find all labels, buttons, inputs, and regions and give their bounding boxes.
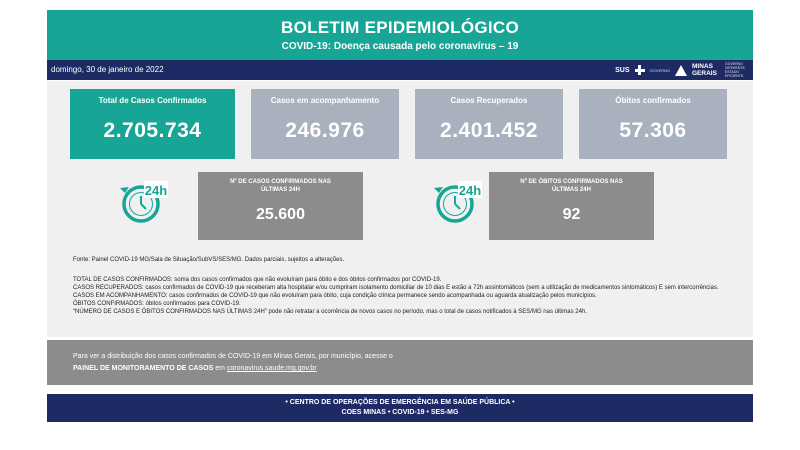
panel-link-label[interactable]: PAINEL DE MONITORAMENTO DE CASOS xyxy=(73,365,214,372)
bulletin-title: BOLETIM EPIDEMIOLÓGICO xyxy=(281,18,519,37)
banner-em: em xyxy=(213,365,227,372)
definition-total: TOTAL DE CASOS CONFIRMADOS: soma dos casos confirmados que não evoluíram para óbito e dos óbitos confirmados por COVID-19. xyxy=(73,277,442,283)
footer-line2: COES MINAS • COVID-19 • SES-MG xyxy=(341,409,459,416)
card-recovered xyxy=(415,89,563,159)
bulletin-subtitle: COVID-19: Doença causada pelo coronavírus – 19 xyxy=(281,41,519,52)
card-value: 92 xyxy=(562,206,581,223)
card-deaths-24h xyxy=(489,172,654,240)
card-value: 246.976 xyxy=(285,119,365,142)
definition-deaths: ÓBITOS CONFIRMADOS: óbitos confirmados para COVID-19. xyxy=(73,301,241,307)
sus-cross-icon xyxy=(635,65,645,75)
gov-small-text: GOVERNO xyxy=(649,67,670,73)
logos xyxy=(615,63,747,77)
card-label: Casos Recuperados xyxy=(450,96,528,105)
card-value: 57.306 xyxy=(619,119,687,142)
monitoring-banner xyxy=(47,340,753,385)
clock-24h-icon xyxy=(431,177,483,229)
icon-24h-label: 24h xyxy=(458,183,482,198)
definition-follow-up: CASOS EM ACOMPANHAMENTO: casos confirmados de COVID-19 que não evoluíram para óbito, cuja condição clínica permanece sendo acompanhada ou aguarda atualização pelos municípios. xyxy=(73,293,597,299)
definition-recovered: CASOS RECUPERADOS: casos confirmados de COVID-19 que receberam alta hospitalar e/ou cumpriram isolamento domiciliar de 10 dias E estão a 72h assintomáticos (sem a utilização de medicamentos sintomáticos) E sem intercorrências. xyxy=(73,285,719,291)
card-cases-24h xyxy=(198,172,363,240)
banner-link-line xyxy=(73,365,317,372)
bulletin-header xyxy=(47,10,753,60)
footer-line1: • CENTRO DE OPERAÇÕES DE EMERGÊNCIA EM SAÚDE PÚBLICA • xyxy=(285,399,515,406)
icon-24h-label: 24h xyxy=(144,183,168,198)
minas-gerais-name: MINAS GERAIS xyxy=(692,63,717,77)
sus-logo-text: SUS xyxy=(615,66,630,74)
card-in-follow-up xyxy=(251,89,399,159)
card-total-confirmed xyxy=(70,89,235,159)
bulletin-date: domingo, 30 de janeiro de 2022 xyxy=(51,65,164,74)
footer-bar xyxy=(47,394,753,422)
card-value: 2.401.452 xyxy=(440,119,538,142)
card-value: 25.600 xyxy=(256,206,305,223)
minas-gerais-slogan: GOVERNO DIFERENTE. ESTADO EFICIENTE. xyxy=(725,62,746,78)
card-label: Nº DE ÓBITOS CONFIRMADOS NAS ÚLTIMAS 24H xyxy=(520,179,623,193)
card-label: Casos em acompanhamento xyxy=(270,96,380,105)
card-deaths xyxy=(579,89,727,159)
card-value: 2.705.734 xyxy=(103,119,202,142)
clock-24h-icon xyxy=(117,177,169,229)
card-label: Nº DE CASOS CONFIRMADOS NAS ÚLTIMAS 24H xyxy=(230,179,331,193)
card-label: Total de Casos Confirmados xyxy=(98,96,207,105)
minas-gerais-logo-icon xyxy=(675,65,687,76)
date-bar xyxy=(47,60,753,80)
banner-text: Para ver a distribuição dos casos confirmados de COVID-19 em Minas Gerais, por município, acesse o xyxy=(73,353,393,360)
source-note: Fonte: Painel COVID-19 MG/Sala de Situação/SubVS/SES/MG. Dados parciais, sujeitos a alterações. xyxy=(73,257,345,263)
panel-url-link[interactable]: coronavirus.saude.mg.gov.br xyxy=(226,365,317,372)
definitions xyxy=(73,276,733,316)
definition-24h: “NÚMERO DE CASOS E ÓBITOS CONFIRMADOS NAS ÚLTIMAS 24H” pode não retratar a ocorrência de novos casos no período, mas o total de casos notificados à SES/MG nas últimas 24h. xyxy=(73,309,587,315)
card-label: Óbitos confirmados xyxy=(615,96,691,105)
